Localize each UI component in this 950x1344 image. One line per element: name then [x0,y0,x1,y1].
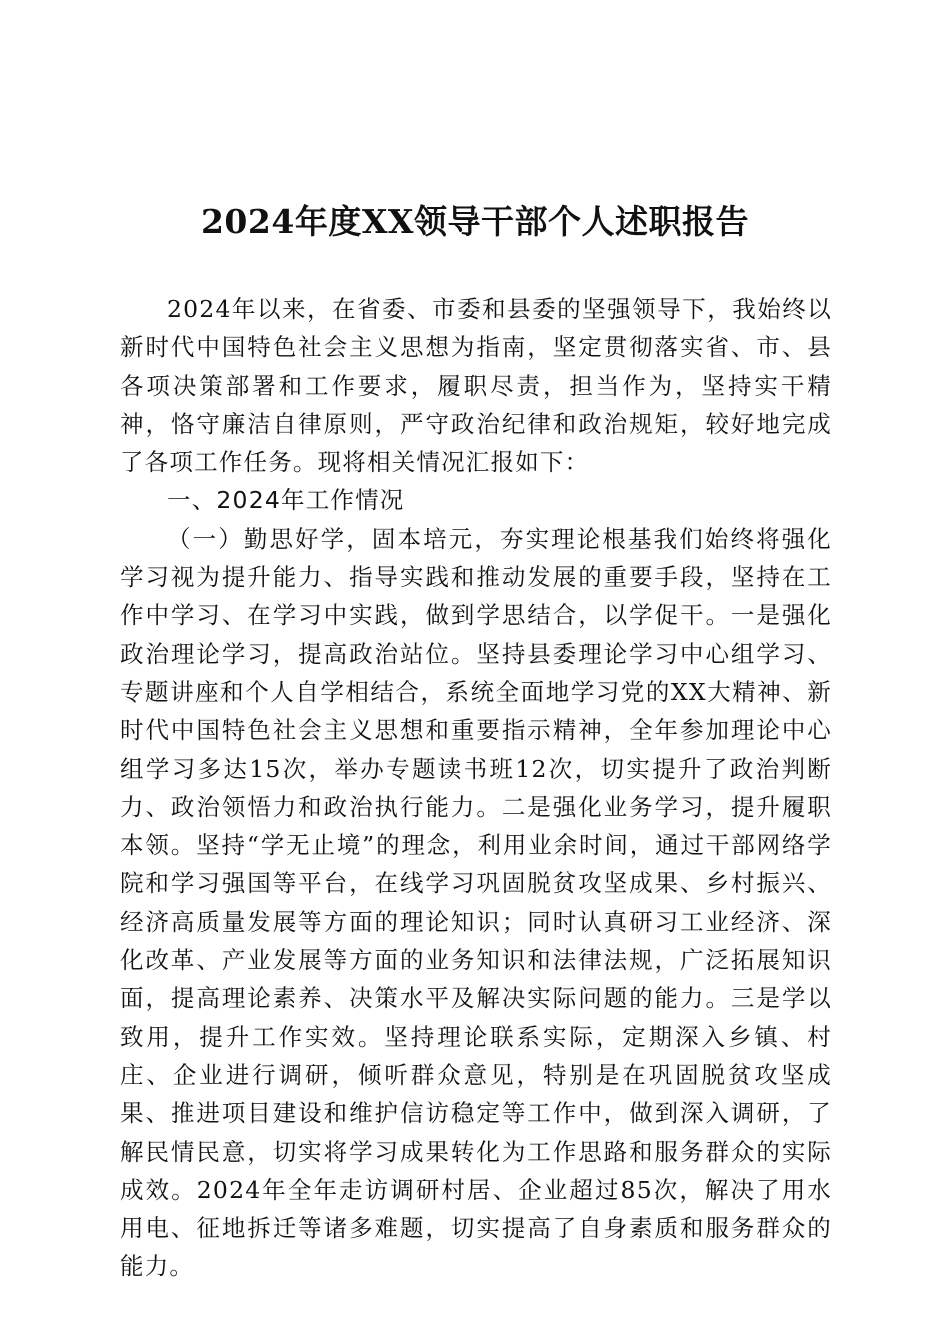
document-body [120,290,832,1286]
section-heading: 一、2024年工作情况 [167,486,405,515]
section-paragraph: （一）勤思好学，固本培元，夯实理论根基我们始终将强化学习视为提升能力、指导实践和推动发展的重要手段，坚持在工作中学习、在学习中实践，做到学思结合，以学促干。一是强化政治理论学习，提高政治站位。坚持县委理论学习中心组学习、专题讲座和个人自学相结合，系统全面地学习党的XX大精神、新时代中国特色社会主义思想和重要指示精神，全年参加理论中心组学习多达15次，举办专题读书班12次，切实提升了政治判断力、政治领悟力和政治执行能力。二是强化业务学习，提升履职本领。坚持“学无止境”的理念，利用业余时间，通过干部网络学院和学习强国等平台，在线学习巩固脱贫攻坚成果、乡村振兴、经济高质量发展等方面的理论知识；同时认真研习工业经济、深化改革、产业发展等方面的业务知识和法律法规，广泛拓展知识面，提高理论素养、决策水平及解决实际问题的能力。三是学以致用，提升工作实效。坚持理论联系实际，定期深入乡镇、村庄、企业进行调研，倾听群众意见，特别是在巩固脱贫攻坚成果、推进项目建设和维护信访稳定等工作中，做到深入调研，了解民情民意，切实将学习成果转化为工作思路和服务群众的实际成效。2024年全年走访调研村居、企业超过85次，解决了用水用电、征地拆迁等诸多难题，切实提高了自身素质和服务群众的能力。 [120,524,832,1281]
intro-paragraph: 2024年以来，在省委、市委和县委的坚强领导下，我始终以新时代中国特色社会主义思想为指南，坚定贯彻落实省、市、县各项决策部署和工作要求，履职尽责，担当作为，坚持实干精神，恪守廉洁自律原则，严守政治纪律和政治规矩，较好地完成了各项工作任务。现将相关情况汇报如下： [120,295,832,477]
document-title: 2024年度XX领导干部个人述职报告 [200,202,750,241]
